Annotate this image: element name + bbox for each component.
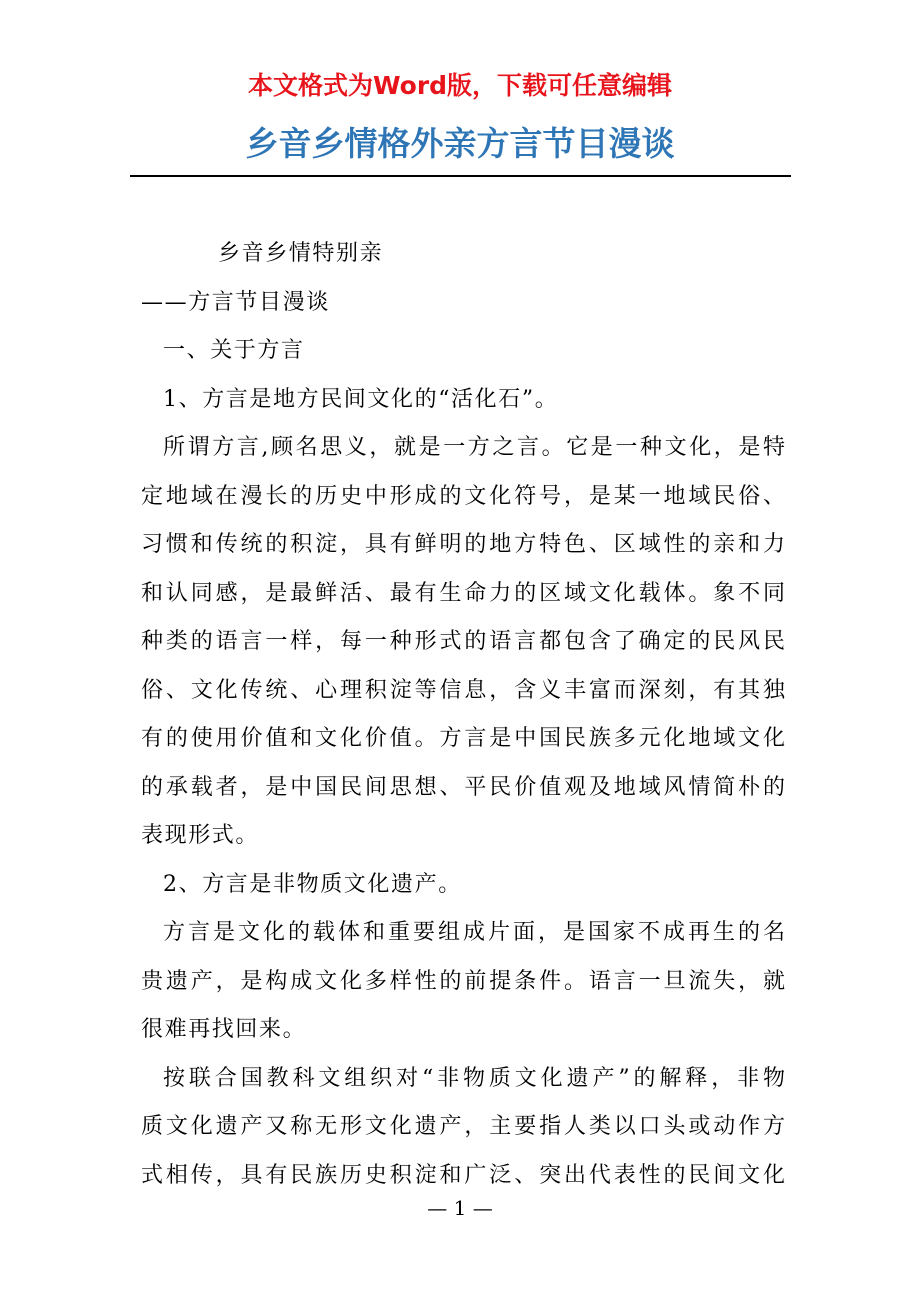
paragraph-line: 按联合国教科文组织对“非物质文化遗产”的解释，非物 [163,1065,785,1091]
paragraph-line: 和认同感，是最鲜活、最有生命力的区域文化载体。象不同 [141,580,785,606]
paragraph-line: 有的使用价值和文化价值。方言是中国民族多元化地域文化 [141,726,785,751]
section-heading: 一、关于方言 [163,338,305,363]
format-notice: 本文格式为Word版，下载可任意编辑 [247,71,673,100]
subsection-heading: 1、方言是地方民间文化的“活化石”。 [163,386,559,412]
paragraph-line: 习惯和传统的积淀，具有鲜明的地方特色、区域性的亲和力 [141,532,785,557]
paragraph-line: 贵遗产，是构成文化多样性的前提条件。语言一旦流失，就 [141,968,785,994]
document-title: 乡音乡情格外亲方言节目漫谈 [245,124,675,163]
paragraph-line: 俗、文化传统、心理积淀等信息，含义丰富而深刻，有其独 [141,677,785,703]
paragraph-line: 方言是文化的载体和重要组成片面，是国家不成再生的名 [163,920,785,945]
paragraph-line: 式相传，具有民族历史积淀和广泛、突出代表性的民间文化 [141,1162,785,1188]
subtitle-dash-line: ——方言节目漫谈 [141,289,330,315]
paragraph-line: 所谓方言,顾名思义，就是一方之言。它是一种文化，是特 [163,435,785,460]
paragraph-line: 的承载者，是中国民间思想、平民价值观及地域风情简朴的 [141,774,785,800]
page-number: — 1 — [427,1196,493,1220]
paragraph-line: 质文化遗产又称无形文化遗产，主要指人类以口头或动作方 [141,1114,785,1139]
subsection-heading: 2、方言是非物质文化遗产。 [163,871,462,897]
paragraph-line: 表现形式。 [141,823,260,848]
paragraph-line: 定地域在漫长的历史中形成的文化符号，是某一地域民俗、 [141,483,785,509]
paragraph-line: 种类的语言一样，每一种形式的语言都包含了确定的民风民 [141,629,785,654]
subtitle-line: 乡音乡情特别亲 [218,241,384,266]
document-body [141,230,785,1200]
paragraph-line: 很难再找回来。 [141,1017,307,1042]
title-underline-divider [130,175,791,177]
